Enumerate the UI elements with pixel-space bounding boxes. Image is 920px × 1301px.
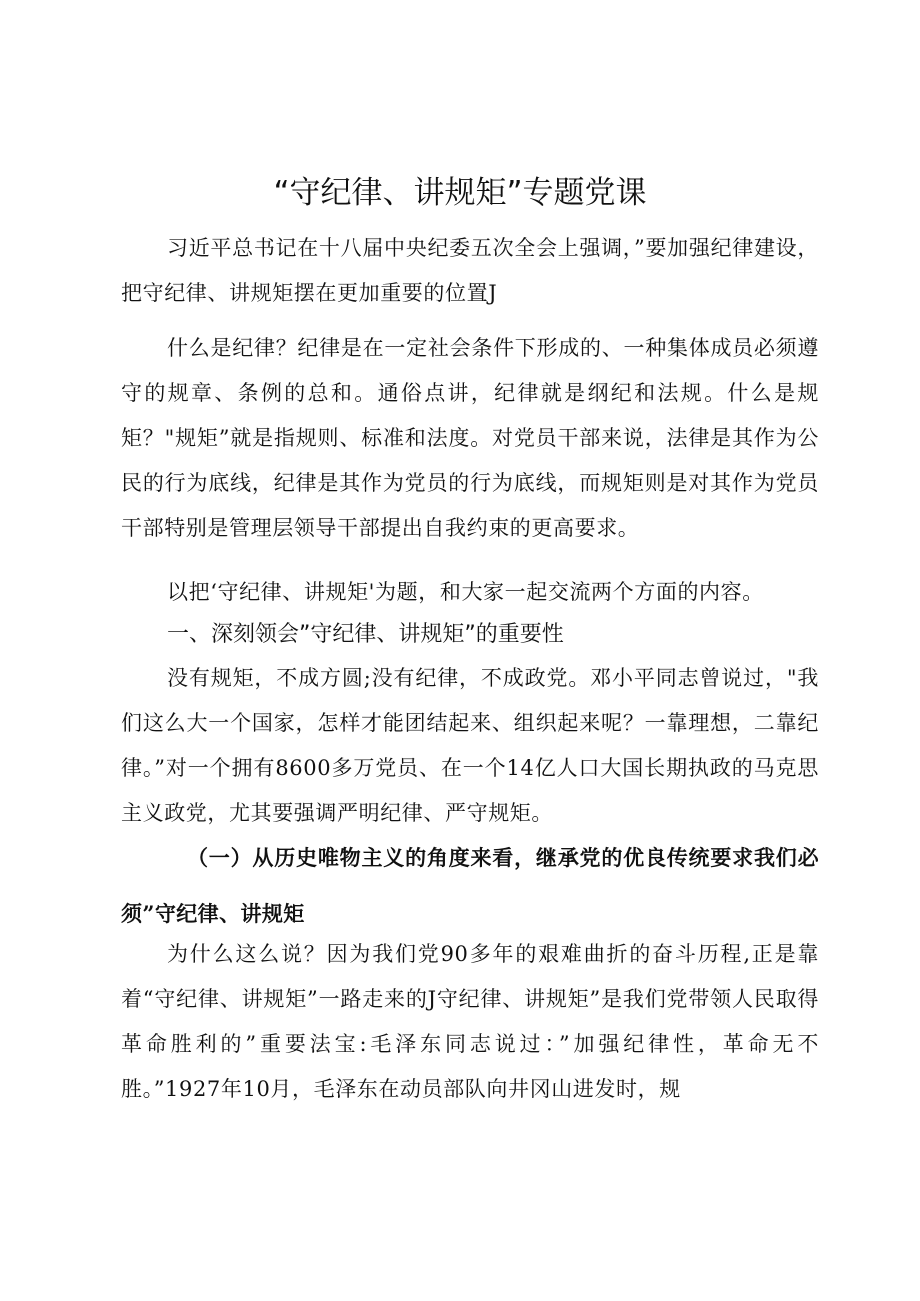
paragraph-section-1: 没有规矩，不成方圆;没有纪律，不成政党。邓小平同志曾说过，"我们这么大一个国家，怎样才能团结起来、组织起来呢？一靠理想，二靠纪律。”对一个拥有8600多万党员、在一个14亿人口大国长期执政的马克思主义政党，尤其要强调严明纪律、严守规矩。 [121,666,819,825]
paragraph-topic: 以把‘守纪律、讲规矩'为题，和大家一起交流两个方面的内容。 [167,580,764,604]
subsection-heading-1: （一）从历史唯物主义的角度来看，继承党的优良传统要求我们必须”守纪律、讲规矩 [121,845,819,926]
document-title: “守纪律、讲规矩”专题党课 [273,175,647,211]
paragraph-subsection-1: 为什么这么说？因为我们党90多年的艰难曲折的奋斗历程,正是靠着“守纪律、讲规矩”一路走来的J守纪律、讲规矩”是我们党带领人民取得革命胜利的”重要法宝:毛泽东同志说过：”加强纪律性，革命无不胜。”1927年10月，毛泽东在动员部队向井冈山进发时，规 [121,942,819,1101]
section-heading-1: 一、深刻领会”守纪律、讲规矩”的重要性 [167,622,564,647]
paragraph-definition: 什么是纪律？纪律是在一定社会条件下形成的、一种集体成员必须遵守的规章、条例的总和。通俗点讲，纪律就是纲纪和法规。什么是规矩？"规矩”就是指规则、标准和法度。对党员干部来说，法律是其作为公民的行为底线，纪律是其作为党员的行为底线，而规矩则是对其作为党员干部特别是管理层领导干部提出自我约束的更高要求。 [121,336,819,540]
paragraph-intro: 习近平总书记在十八届中央纪委五次全会上强调，”要加强纪律建设，把守纪律、讲规矩摆在更加重要的位置J [121,236,819,305]
